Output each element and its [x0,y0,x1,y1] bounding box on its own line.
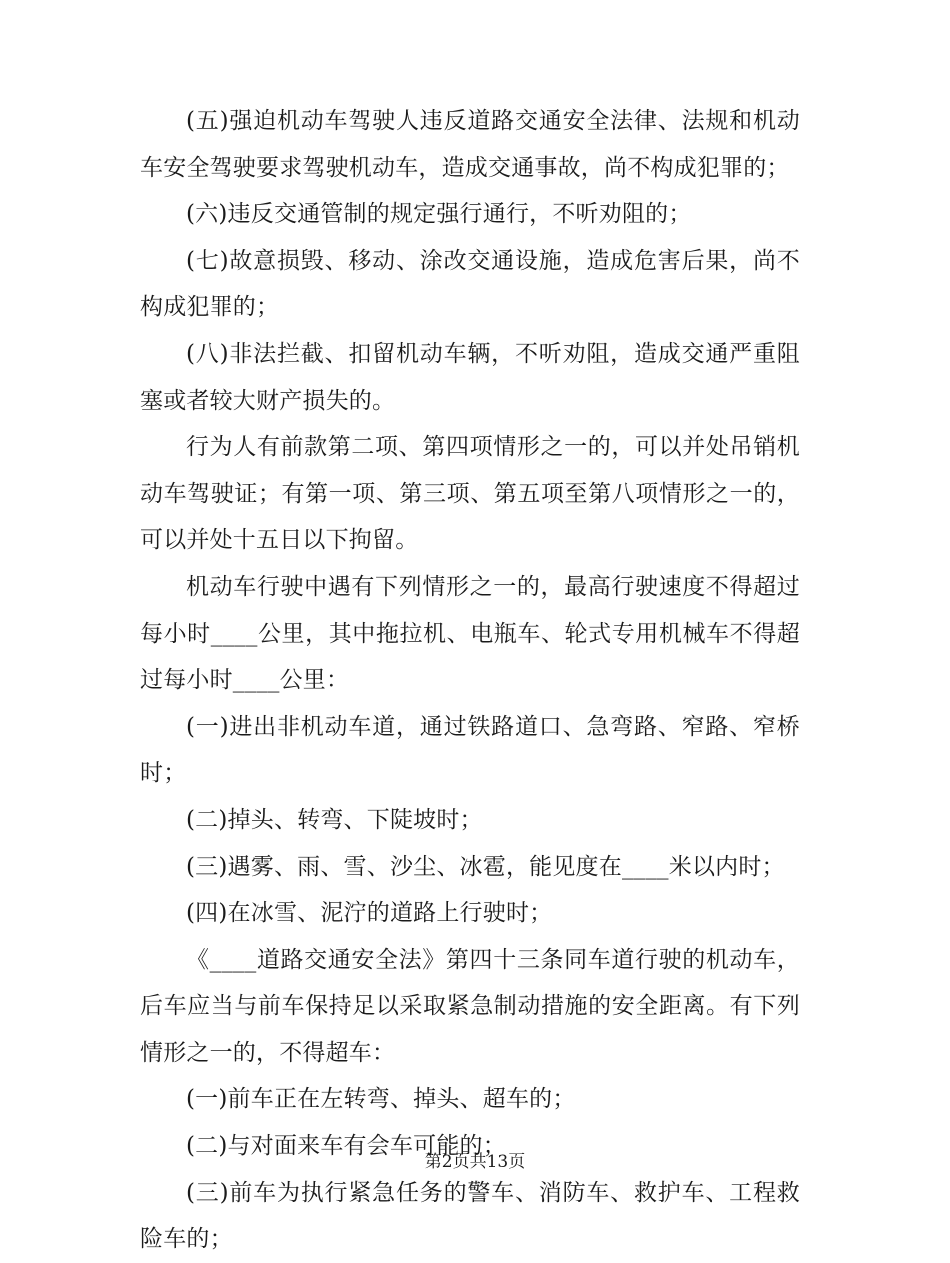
paragraph-speed-item-4: (四)在冰雪、泥泞的道路上行驶时； [186,900,553,927]
paragraph-overtake-item-2: (二)与对面来车有会车可能的； [186,1133,506,1160]
paragraph-item-6: (六)违反交通管制的规定强行通行，不听劝阻的； [186,201,692,228]
paragraph-speed-item-2: (二)掉头、转弯、下陡坡时； [186,806,483,833]
page-number-footer: 第2页共13页 [424,1152,526,1172]
paragraph-item-5: (五)强迫机动车驾驶人违反道路交通安全法律、法规和机动车安全驾驶要求驾驶机动车，造成交通事故，尚不构成犯罪的； [140,108,800,181]
paragraph-item-7: (七)故意损毁、移动、涂改交通设施，造成危害后果，尚不构成犯罪的； [140,247,800,321]
document-body [140,98,800,1263]
paragraph-overtake-item-1: (一)前车正在左转弯、掉头、超车的； [186,1086,576,1113]
paragraph-speed-item-3: (三)遇雾、雨、雪、沙尘、冰雹，能见度在____米以内时； [186,853,785,880]
paragraph-speed-item-1: (一)进出非机动车道，通过铁路道口、急弯路、窄路、窄桥时； [140,713,800,787]
paragraph-speed-limit-intro: 机动车行驶中遇有下列情形之一的，最高行驶速度不得超过每小时____公里，其中拖拉机、电瓶车、轮式专用机械车不得超过每小时____公里： [140,573,800,694]
paragraph-overtake-item-3: (三)前车为执行紧急任务的警车、消防车、救护车、工程救险车的； [140,1179,800,1253]
paragraph-item-8: (八)非法拦截、扣留机动车辆，不听劝阻，造成交通严重阻塞或者较大财产损失的。 [140,340,800,414]
paragraph-penalty-note: 行为人有前款第二项、第四项情形之一的，可以并处吊销机动车驾驶证；有第一项、第三项、第五项至第八项情形之一的，可以并处十五日以下拘留。 [140,434,800,554]
paragraph-article-43: 《____道路交通安全法》第四十三条同车道行驶的机动车，后车应当与前车保持足以采取紧急制动措施的安全距离。有下列情形之一的，不得超车： [140,946,800,1066]
